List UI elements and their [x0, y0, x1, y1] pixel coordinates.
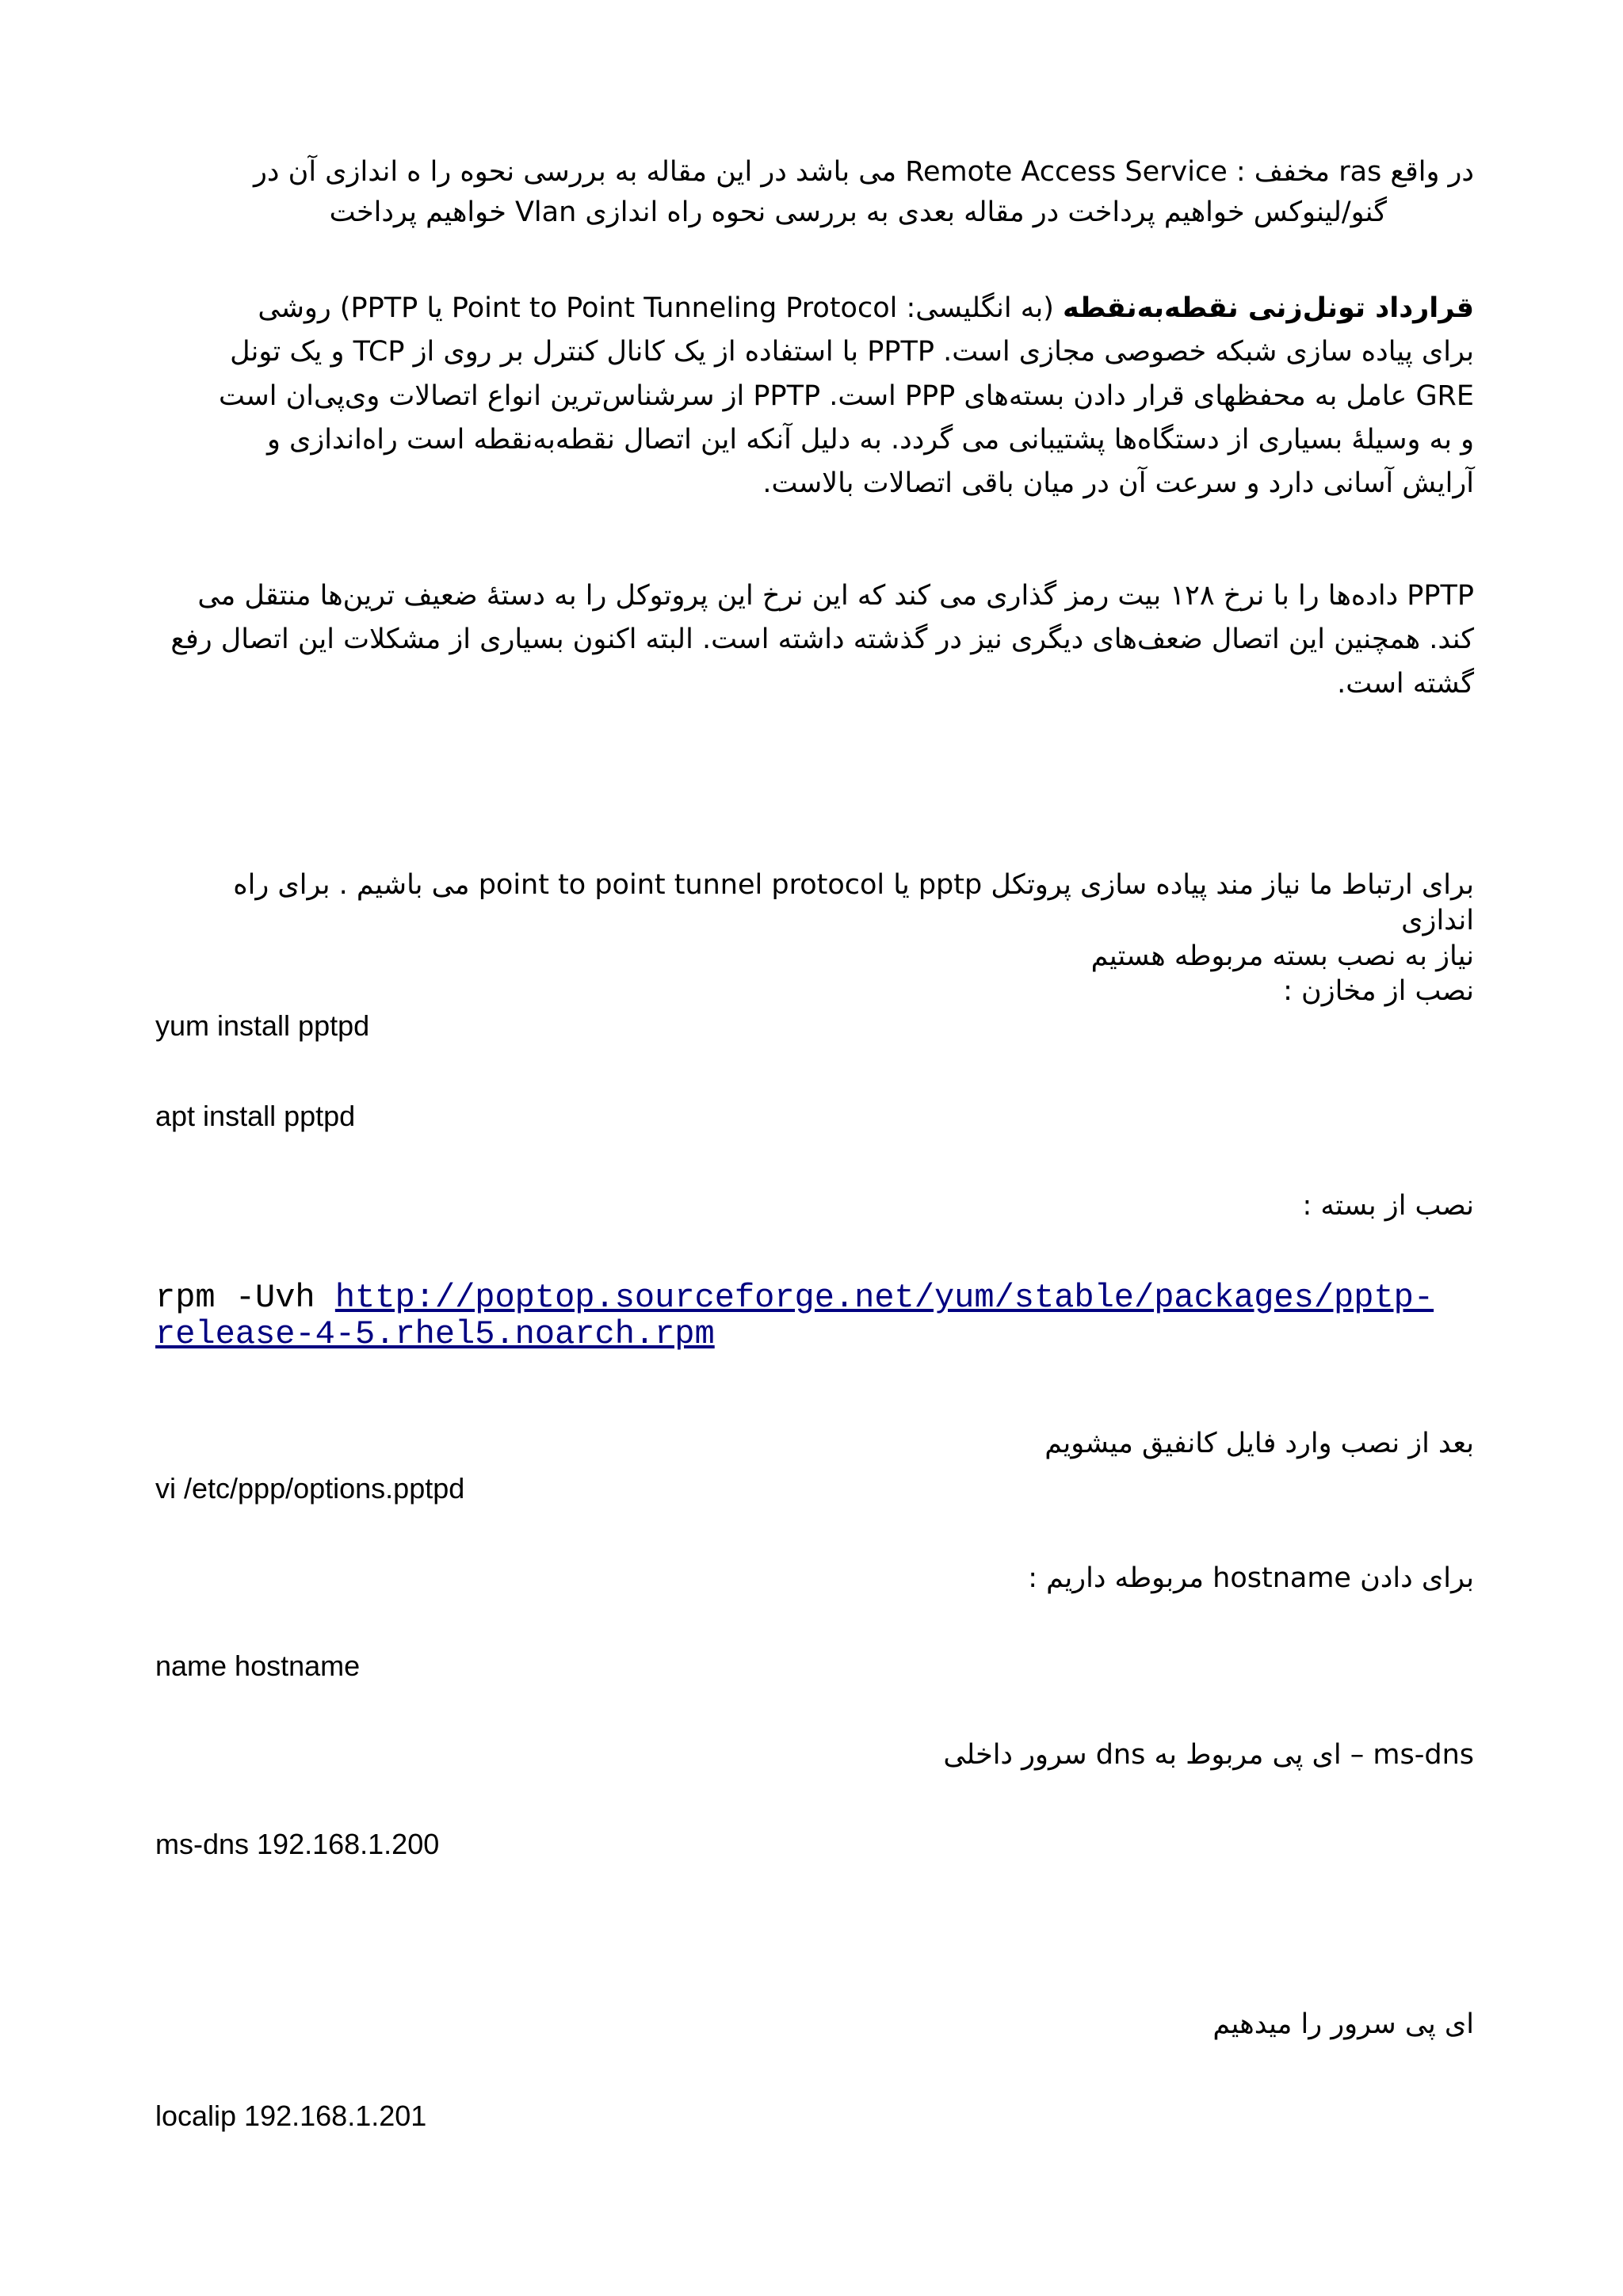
- rpm-package-link[interactable]: http://poptop.sourceforge.net/yum/stable/packages/pptp- release-4-5.rhel5.noarch.rpm: [155, 1279, 1434, 1354]
- encryption-paragraph: PPTP داده‌ها را با نرخ ۱۲۸ بیت رمز گذاری می کند که این نرخ این پروتوکل را به دستهٔ ضعیف ترین‌ها منتقل می کند. همچنین این اتصال ضعف‌های دیگری نیز در گذشته داشته است. البته اکنون بسیاری از مشکلات این اتصال رفع گشته است.: [170, 580, 1474, 700]
- rpm-command-prefix: rpm -Uvh: [155, 1279, 335, 1317]
- install-intro-line-2: نیاز به نصب بسته مربوطه هستیم: [1090, 940, 1474, 972]
- intro-line-1: در واقع ras مخفف : Remote Access Service می باشد در این مقاله به بررسی نحوه را ه اندازی آن در: [254, 156, 1474, 188]
- command-name-hostname: name hostname: [155, 1650, 361, 1682]
- command-ms-dns: ms-dns 192.168.1.200: [155, 1828, 440, 1860]
- install-intro-line-1: برای ارتباط ما نیاز مند پیاده سازی پروتکل pptp یا point to point tunnel protocol می باشیم . برای راه اندازی: [233, 869, 1474, 936]
- pptp-definition-paragraph: [198, 287, 1474, 505]
- rpm-command-block: [155, 1280, 1503, 1352]
- ms-dns-intro: ms-dns – ای پی مربوط به dns سرور داخلی: [943, 1739, 1474, 1771]
- install-from-package-heading: نصب از بسته :: [1302, 1190, 1474, 1222]
- hostname-intro: برای دادن hostname مربوطه داریم :: [1028, 1562, 1474, 1594]
- intro-paragraph: [158, 152, 1474, 233]
- intro-line-2: گنو/لینوکس خواهیم پرداخت در مقاله بعدی به بررسی نحوه راه اندازی Vlan خواهیم پرداخت: [329, 196, 1387, 228]
- command-apt-install: apt install pptpd: [155, 1100, 356, 1132]
- install-intro-paragraph: [158, 868, 1474, 1009]
- server-ip-intro: ای پی سرور را میدهیم: [1212, 2008, 1474, 2040]
- install-intro-line-3: نصب از مخازن :: [1283, 975, 1474, 1008]
- command-yum-install: yum install pptpd: [155, 1009, 370, 1042]
- pptp-definition-text: (به انگلیسی: Point to Point Tunneling Protocol یا PPTP) روشی برای پیاده سازی شبکه خصوصی مجازی است. PPTP با استفاده از یک کانال کنترل بر روی از TCP و یک تونل GRE عامل به محفظهای قرار دادن بسته‌های PPP است. PPTP از سرشناس‌ترین انواع اتصالات وی‌پی‌ان است و به وسیلهٔ بسیاری از دستگاه‌ها پشتیبانی می گردد. به دلیل آنکه این اتصال نقطه‌به‌نقطه است راه‌اندازی و آرایش آسانی دارد و سرعت آن در میان باقی اتصالات بالاست.: [219, 292, 1474, 500]
- command-vi-options: vi /etc/ppp/options.pptpd: [155, 1472, 465, 1505]
- pptp-bold-term: قرارداد تونل‌زنی نقطه‌به‌نقطه: [1063, 292, 1474, 324]
- after-install-note: بعد از نصب وارد فایل کانفیق میشویم: [1044, 1428, 1474, 1459]
- command-localip: localip 192.168.1.201: [155, 2100, 427, 2132]
